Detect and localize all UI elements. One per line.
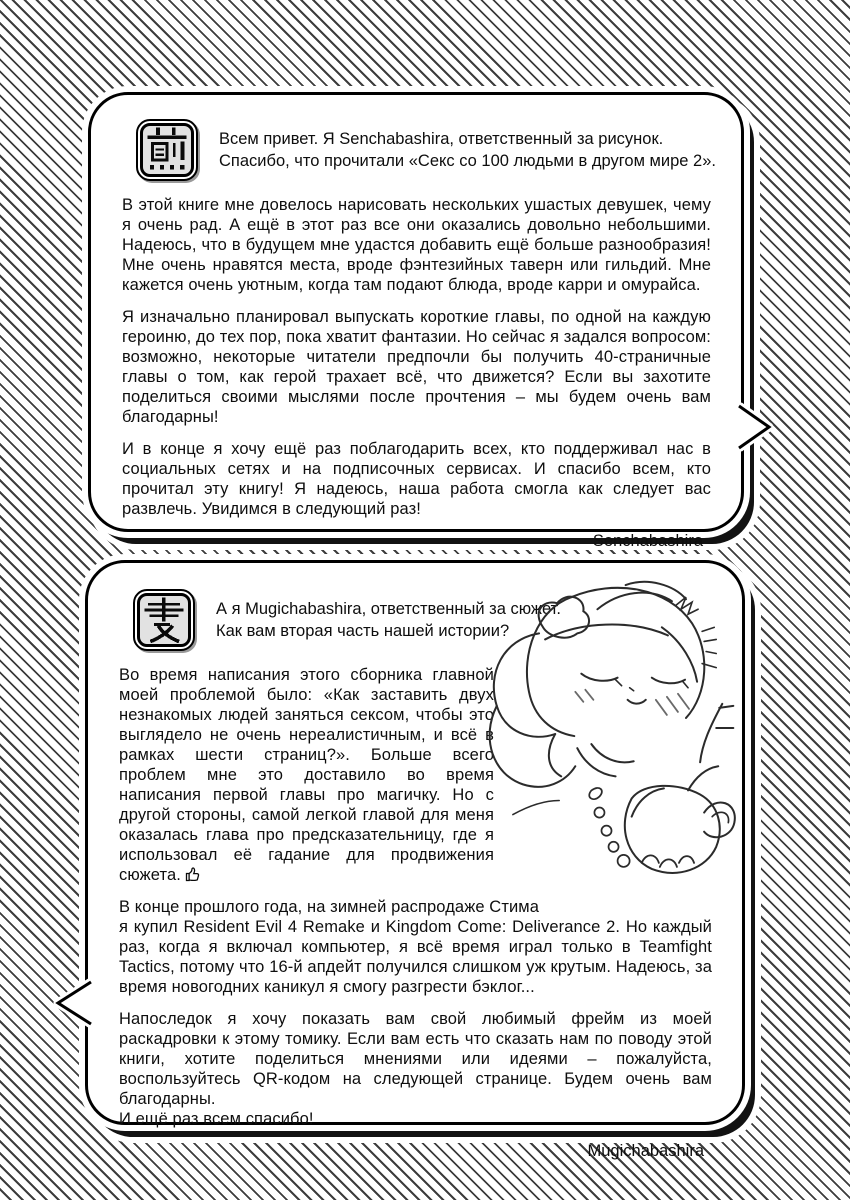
writer-intro-line2: Как вам вторая часть нашей истории? — [216, 622, 510, 640]
writer-intro-line1: А я Mugichabashira, ответственный за сюжет. — [216, 600, 561, 618]
sen-kanji-glyph — [145, 127, 189, 173]
writer-paragraph-2 — [119, 897, 712, 997]
artist-intro-line1: Всем привет. Я Senchabashira, ответственный за рисунок. — [219, 130, 664, 148]
artist-signature: Senchabashira — [592, 532, 703, 550]
writer-header — [119, 589, 712, 651]
sketch-float-spacer — [494, 662, 712, 858]
writer-paragraph-3-main: Напоследок я хочу показать вам свой любимый фрейм из моей раскадровки к этому томику. Если вам есть что сказать нам по поводу этой книги, хотите поделиться мнениями или идеями – пожалуйста, воспользуйтесь QR-кодом на следующей странице. Будем очень вам благодарны. — [119, 1010, 712, 1108]
writer-paragraph-3-last: И ещё раз всем спасибо! — [119, 1110, 314, 1128]
artist-paragraph-3: И в конце я хочу ещё раз поблагодарить всех, кто поддерживал нас в социальных сетях и на подписочных сервисах. И спасибо всем, кто прочитал эту книгу! Я надеюсь, наша работа смогла как следует вас развлечь. Увидимся в следующий раз! — [122, 440, 711, 518]
sen-kanji-seal-icon — [136, 119, 198, 181]
mugi-kanji-glyph — [142, 597, 186, 643]
bubble2-tail — [50, 978, 92, 1028]
writer-paragraph-1-text: Во время написания этого сборника главной моей проблемой было: «Как заставить двух незнакомых людей заняться сексом, чтобы это выглядело не очень нереалистичным, и всё в рамках шести страниц?». Больше всего проблем мне это доставило во время написания первой главы про магичку. Но с другой стороны, самой легкой главой для меня оказалась глава про предсказательницу, где я использовал её гадание для продвижения сюжета. — [119, 666, 494, 884]
mugi-kanji-seal-icon — [133, 589, 195, 651]
thumbs-up-icon — [185, 866, 200, 882]
bubble1-tail — [738, 402, 774, 452]
artist-paragraph-1: В этой книге мне довелось нарисовать нескольких ушастых девушек, чему я очень рад. А ещё в этот раз все они оказались довольно небольшими. Надеюсь, что в будущем мне удастся добавить ещё больше разнообразия! Мне очень нравятся места, вроде фэнтезийных таверн или гильдий. Мне кажется очень уютным, когда там подают блюда, вроде карри и омурайса. — [122, 196, 711, 294]
writer-paragraph-2-rest: я купил Resident Evil 4 Remake и Kingdom Come: Deliverance 2. Но каждый раз, когда я включал компьютер, я всё время играл только в Teamfight Tactics, потому что 16-й апдейт получился слишком уж крутым. Надеюсь, за время новогодних каникул я смогу разгрести бэклог... — [119, 918, 712, 996]
writer-signature: Mugichabashira — [587, 1142, 704, 1160]
writer-paragraph-2-line1: В конце прошлого года, на зимней распродаже Стима — [119, 898, 540, 916]
writer-afterword-bubble — [85, 560, 745, 1160]
artist-header — [122, 119, 716, 181]
artist-paragraph-2: Я изначально планировал выпускать короткие главы, по одной на каждую героиню, до тех пор, пока хватит фантазии. Но сейчас я задался вопросом: возможно, некоторые читатели предпочли бы получить 40-страничные главы о том, как герой трахает всё, что движется? Если вы захотите поделиться своими мыслями после прочтения – мы будем очень вам благодарны! — [122, 308, 711, 426]
artist-afterword-bubble — [88, 92, 744, 550]
artist-intro-line2: Спасибо, что прочитали «Секс со 100 людьми в другом мире 2». — [219, 152, 716, 170]
writer-paragraph-3 — [119, 1009, 712, 1129]
